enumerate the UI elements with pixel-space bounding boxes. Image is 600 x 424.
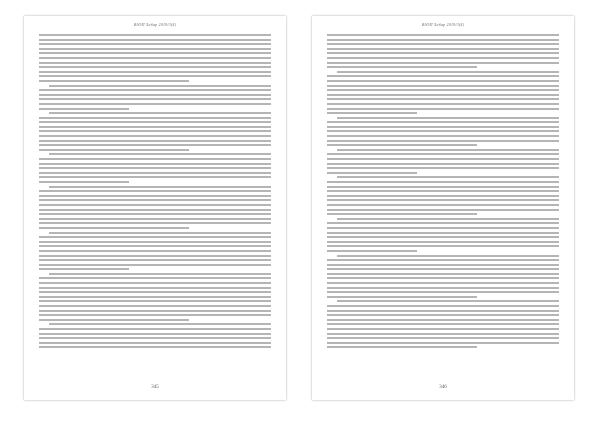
left-text-line [39,222,271,224]
left-text-line [39,277,271,279]
left-text-line [49,323,271,325]
right-text-line [327,337,559,339]
right-text-line [337,117,559,119]
left-text-line [39,75,271,77]
left-page-number: 345 [151,385,159,390]
right-text-line [327,94,559,96]
left-text-line [39,296,271,298]
left-text-line [39,71,271,73]
right-text-line [327,241,559,243]
left-text-line [39,204,271,206]
right-text-line [327,346,477,348]
left-text-line [39,218,271,220]
right-text-line [327,186,559,188]
right-text-line [327,75,559,77]
right-text-line [327,52,559,54]
right-text-line [327,342,559,344]
left-text-line [39,199,271,201]
left-text-line [39,241,271,243]
left-text-line [39,130,271,132]
left-text-line [39,259,271,261]
left-text-line [39,140,271,142]
right-text-line [327,277,559,279]
right-text-line [327,89,559,91]
right-text-line [327,245,559,247]
left-text-line [39,314,271,316]
right-text-line [327,181,559,183]
left-text-line [39,144,271,146]
right-text-line [327,135,559,137]
right-text-line [327,195,559,197]
left-page [24,16,286,400]
left-text-line [39,328,271,330]
right-text-line [327,85,559,87]
left-text-line [39,245,271,247]
left-text-line [39,103,271,105]
left-text-line [39,282,271,284]
right-text-line [327,121,559,123]
right-text-line [327,103,559,105]
right-text-line [327,282,559,284]
right-text-line [327,80,559,82]
right-text-line [327,167,559,169]
right-text-line [327,108,559,110]
right-text-line [327,319,559,321]
right-text-line [327,328,559,330]
right-text-line [337,71,559,73]
right-text-line [327,305,559,307]
left-text-line [49,273,271,275]
right-text-line [337,218,559,220]
right-text-line [327,48,559,50]
right-text-line [327,333,559,335]
left-text-line [39,305,271,307]
right-text-line [337,255,559,257]
left-text-line [39,227,189,229]
right-text-line [327,250,417,252]
left-text-line [39,291,271,293]
left-text-line [39,319,189,321]
right-text-line [327,296,477,298]
left-text-line [49,112,271,114]
left-text-line [39,310,271,312]
right-text-line [327,140,559,142]
right-text-line [327,34,559,36]
left-text-line [39,268,129,270]
left-text-line [39,149,189,151]
left-text-line [39,300,271,302]
left-text-line [39,94,271,96]
left-text-line [39,89,271,91]
left-text-line [39,66,271,68]
right-text-line [327,199,559,201]
right-text-line [327,287,559,289]
right-text-line [327,310,559,312]
left-text-line [39,333,271,335]
left-text-line [39,39,271,41]
left-text-line [49,153,271,155]
left-text-line [39,209,271,211]
left-text-line [39,181,129,183]
left-text-line [39,121,271,123]
left-running-head: ВАЭП Хабар 2019/3(4) [133,22,177,27]
right-text-line [327,204,559,206]
right-text-line [327,126,559,128]
left-text-line [39,48,271,50]
left-text-line [39,346,271,348]
right-text-line [327,222,559,224]
left-text-line [39,195,271,197]
left-text-line [39,34,271,36]
left-text-line [39,108,129,110]
right-text-line [327,153,559,155]
right-text-line [327,98,559,100]
right-text-line [327,227,559,229]
left-text-line [39,176,271,178]
left-text-line [49,186,271,188]
left-text-line [39,126,271,128]
right-text-line [327,39,559,41]
right-text-line [337,300,559,302]
left-text-line [39,52,271,54]
left-text-line [39,57,271,59]
right-text-line [327,273,559,275]
right-text-line [327,57,559,59]
right-text-line [327,236,559,238]
left-text-line [39,172,271,174]
right-text-line [327,314,559,316]
right-text-line [327,163,559,165]
right-text-line [327,213,477,215]
right-text-block [327,34,559,378]
right-text-line [327,144,477,146]
right-text-line [327,232,559,234]
right-text-line [327,190,559,192]
right-text-line [327,112,417,114]
left-text-line [39,158,271,160]
left-text-line [39,213,271,215]
left-text-line [39,236,271,238]
right-page-number: 346 [439,385,447,390]
left-text-line [49,232,271,234]
right-text-line [327,264,559,266]
right-text-line [327,130,559,132]
left-text-line [39,342,271,344]
right-running-head: ВАЭП Хабар 2019/3(4) [421,22,465,27]
right-text-line [327,158,559,160]
right-text-line [327,268,559,270]
left-text-line [39,250,271,252]
right-text-line [337,176,559,178]
right-text-line [337,149,559,151]
left-text-line [39,98,271,100]
left-text-line [39,264,271,266]
right-text-line [327,259,559,261]
right-text-line [327,43,559,45]
left-text-line [39,163,271,165]
right-text-line [327,66,477,68]
right-text-line [327,172,417,174]
left-text-line [39,117,271,119]
right-page [312,16,574,400]
right-text-line [327,291,559,293]
right-text-line [327,62,559,64]
left-text-line [39,43,271,45]
right-text-line [327,209,559,211]
right-text-line [327,323,559,325]
left-text-line [39,80,189,82]
left-text-line [39,62,271,64]
left-text-line [39,287,271,289]
left-text-line [39,135,271,137]
left-text-line [39,167,271,169]
left-text-line [49,85,271,87]
left-text-line [39,190,271,192]
left-text-line [39,337,271,339]
left-text-block [39,34,271,378]
left-text-line [39,255,271,257]
